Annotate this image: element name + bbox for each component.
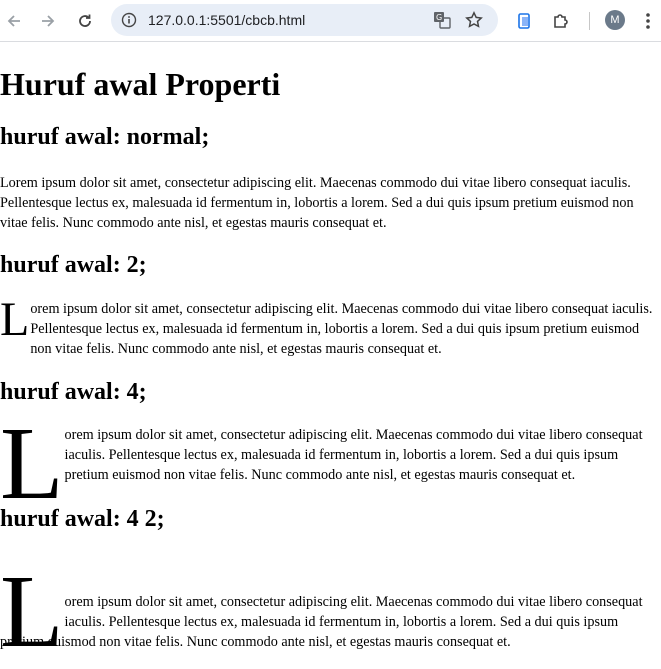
reload-button[interactable] xyxy=(72,8,98,34)
extension-button[interactable] xyxy=(511,8,537,34)
extensions-menu-button[interactable] xyxy=(548,8,574,34)
translate-icon xyxy=(433,11,451,29)
profile-avatar[interactable]: M xyxy=(605,10,625,30)
address-bar[interactable] xyxy=(111,4,498,36)
translate-button[interactable] xyxy=(431,9,453,31)
paragraph-text: orem ipsum dolor sit amet, consectetur adipiscing elit. Maecenas commodo dui vitae libero consequat iaculis. Pellentesque lectus ex, malesuada id fermentum in, lobortis a lorem. Sed a dui quis ipsum pretium euismod non vitae felis. Nunc commodo ante nisl, et egestas mauris consequat et. xyxy=(0,594,643,650)
browser-menu-button[interactable] xyxy=(635,8,661,34)
forward-button[interactable] xyxy=(35,8,61,34)
section-heading-normal: huruf awal: normal; xyxy=(0,124,210,150)
back-button[interactable] xyxy=(1,8,27,34)
arrow-left-icon xyxy=(6,13,22,29)
bookmark-button[interactable] xyxy=(463,9,485,31)
initial-letter: L xyxy=(0,554,64,669)
section-paragraph-initial-2 xyxy=(0,293,661,359)
section-paragraph-normal xyxy=(0,173,661,233)
section-heading-initial-4: huruf awal: 4; xyxy=(0,379,147,405)
browser-toolbar xyxy=(0,0,661,42)
page-title: Huruf awal Properti xyxy=(0,66,281,102)
initial-letter: L xyxy=(0,293,30,346)
site-info-button[interactable] xyxy=(118,9,140,31)
section-paragraph-initial-4-2 xyxy=(0,554,661,669)
star-icon xyxy=(465,11,483,29)
tune-icon xyxy=(121,12,137,28)
more-vertical-icon xyxy=(645,12,651,30)
paragraph-text: Lorem ipsum dolor sit amet, consectetur adipiscing elit. Maecenas commodo dui vitae libero consequat iaculis. Pellentesque lectus ex, malesuada id fermentum in, lobortis a lorem. Sed a dui quis ipsum pretium euismod non vitae felis. Nunc commodo ante nisl, et egestas mauris consequat et. xyxy=(0,175,634,231)
paragraph-text: orem ipsum dolor sit amet, consectetur adipiscing elit. Maecenas commodo dui vitae libero consequat iaculis. Pellentesque lectus ex, malesuada id fermentum in, lobortis a lorem. Sed a dui quis ipsum pretium euismod non vitae felis. Nunc commodo ante nisl, et egestas mauris consequat et. xyxy=(30,301,653,357)
section-heading-initial-2: huruf awal: 2; xyxy=(0,252,147,278)
url-text[interactable]: 127.0.0.1:5501/cbcb.html xyxy=(148,12,306,28)
section-heading-initial-4-2: huruf awal: 4 2; xyxy=(0,506,165,532)
arrow-right-icon xyxy=(40,13,56,29)
svg-text:G: G xyxy=(436,13,443,22)
puzzle-icon xyxy=(552,12,570,30)
toolbar-separator xyxy=(589,12,590,30)
initial-letter: L xyxy=(0,406,64,521)
reload-icon xyxy=(77,13,93,29)
document-icon xyxy=(516,12,532,30)
paragraph-text: orem ipsum dolor sit amet, consectetur adipiscing elit. Maecenas commodo dui vitae libero consequat iaculis. Pellentesque lectus ex, malesuada id fermentum in, lobortis a lorem. Sed a dui quis ipsum pretium euismod non vitae felis. Nunc commodo ante nisl, et egestas mauris consequat et. xyxy=(64,427,643,483)
